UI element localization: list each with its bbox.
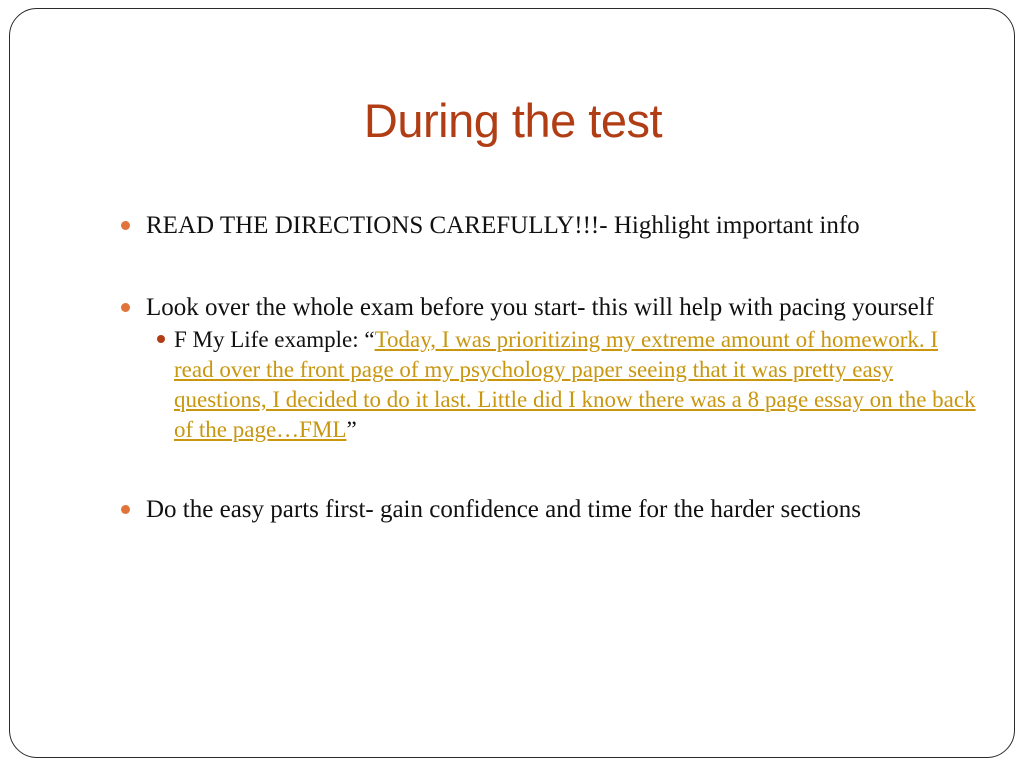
bullet-item	[116, 210, 976, 241]
sub-bullet-prefix: F My Life example: “	[174, 327, 375, 352]
slide-frame	[9, 8, 1015, 758]
slide-body	[116, 210, 976, 525]
sub-bullet-dot-icon	[157, 335, 165, 343]
bullet-text: Look over the whole exam before you start- this will help with pacing yourself	[146, 294, 934, 321]
bullet-dot-icon	[121, 505, 130, 514]
bullet-item	[116, 292, 976, 323]
sub-bullet-suffix: ”	[346, 417, 357, 442]
bullet-dot-icon	[121, 221, 130, 230]
bullet-text: READ THE DIRECTIONS CAREFULLY!!!- Highlight important info	[146, 212, 860, 239]
sub-bullet-item	[116, 325, 976, 445]
slide-title: During the test	[363, 94, 663, 147]
bullet-item	[116, 494, 976, 525]
bullet-text: Do the easy parts first- gain confidence and time for the harder sections	[146, 496, 862, 523]
quote-link[interactable]: Today, I was prioritizing my extreme amount of homework. I read over the front page of my psychology paper seeing that it was pretty easy questions, I decided to do it last. Little did I know there was a 8 page essay on the back of the page…FML	[174, 327, 976, 442]
bullet-dot-icon	[121, 303, 130, 312]
